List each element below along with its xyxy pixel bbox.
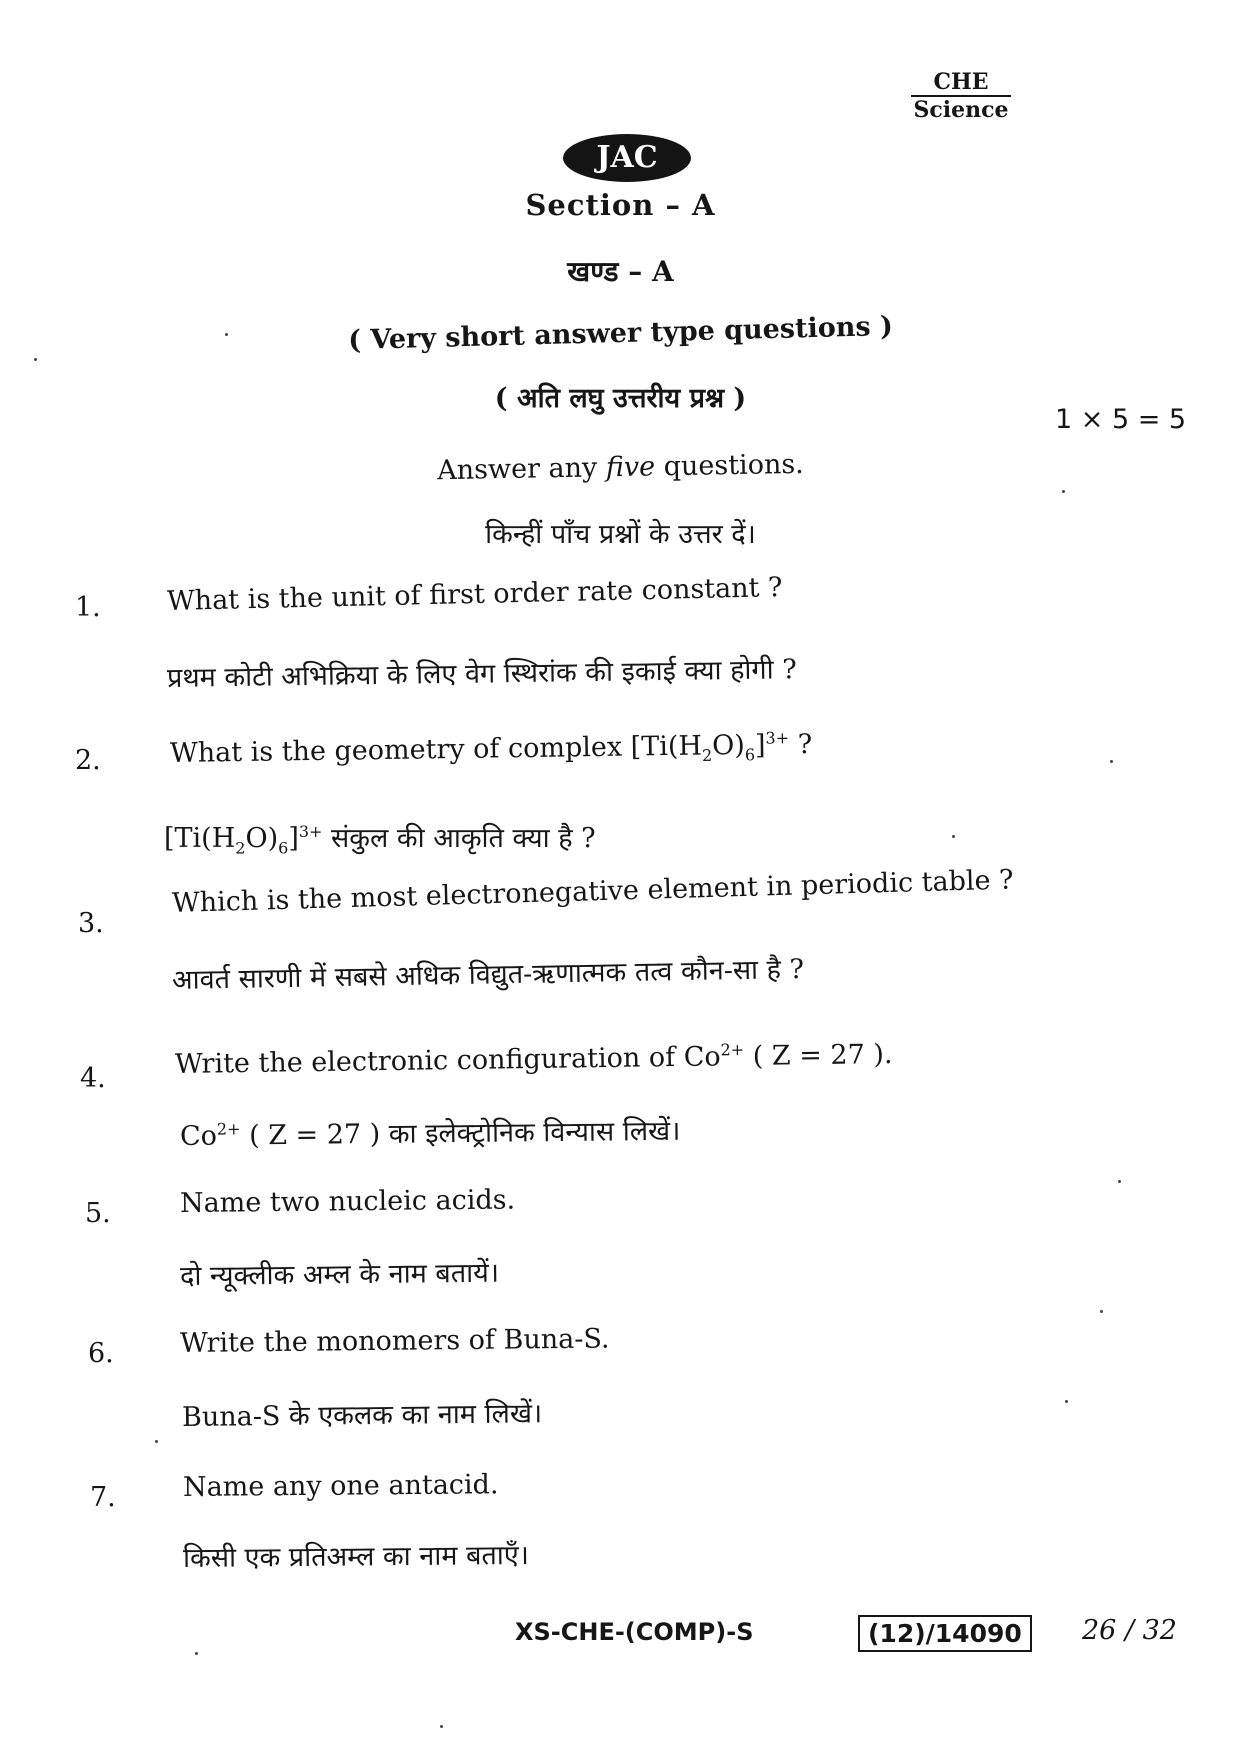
scan-speck	[440, 1725, 443, 1728]
subject-label	[911, 70, 1011, 122]
question-text-hi: आवर्त सारणी में सबसे अधिक विद्युत-ऋणात्मक तत्व कौन-सा है ?	[171, 953, 805, 996]
scan-speck	[225, 333, 228, 336]
scan-speck	[34, 358, 37, 361]
paper-code: XS-CHE-(COMP)-S	[515, 1618, 754, 1646]
question-number: 4.	[80, 1063, 106, 1094]
scan-speck	[1118, 1180, 1121, 1183]
question-text-hi: Buna-S के एकलक का नाम लिखें।	[181, 1398, 543, 1433]
question-text-en: What is the unit of first order rate constant ?	[166, 572, 783, 617]
question-number: 2.	[75, 745, 101, 776]
page-number: 26 / 32	[1082, 1615, 1177, 1646]
question-number: 7.	[90, 1482, 116, 1513]
section-title-hi: खण्ड – A	[567, 255, 674, 288]
scan-speck	[1065, 1400, 1068, 1403]
section-title-en: Section – A	[525, 188, 716, 222]
question-text-en: What is the geometry of complex $[Ti(H_2O)_6]^{3+}$ ?	[169, 728, 813, 769]
question-text-en: Which is the most electronegative element in periodic table ?	[171, 864, 1014, 919]
question-type-hi: ( अति लघु उत्तरीय प्रश्न )	[494, 383, 747, 414]
scan-speck	[1110, 760, 1113, 763]
subject-name: Science	[913, 97, 1009, 123]
question-number: 1.	[75, 592, 101, 623]
marks-allocation: 1 × 5 = 5	[1055, 404, 1187, 435]
question-number: 3.	[78, 908, 104, 939]
question-text-hi: $[Ti(H_2O)_6]^{3+}$ संकुल की आकृति क्या है ?	[164, 822, 596, 858]
scan-speck	[1100, 1310, 1103, 1313]
question-number: 5.	[85, 1198, 111, 1229]
question-text-en: Name two nucleic acids.	[179, 1184, 516, 1219]
question-text-en: Write the monomers of Buna-S.	[179, 1323, 610, 1359]
instruction-hi: किन्हीं पाँच प्रश्नों के उत्तर दें।	[485, 519, 756, 550]
question-text-en: Name any one antacid.	[182, 1469, 499, 1503]
question-number: 6.	[88, 1338, 114, 1369]
scan-speck	[1062, 490, 1065, 493]
jac-logo: JAC	[563, 134, 691, 182]
scan-speck	[952, 835, 955, 838]
scan-speck	[195, 1652, 198, 1655]
question-text-hi: किसी एक प्रतिअम्ल का नाम बताएँ।	[182, 1539, 530, 1574]
question-text-en: Write the electronic configuration of $Co^{2+}$ ( Z = 27 ).	[174, 1038, 893, 1080]
scan-speck	[155, 1440, 158, 1443]
question-text-hi: प्रथम कोटी अभिक्रिया के लिए वेग स्थिरांक की इकाई क्या होगी ?	[166, 654, 797, 694]
question-text-hi: $Co^{2+}$ ( Z = 27 ) का इलेक्ट्रोनिक विन्यास लिखें।	[179, 1115, 681, 1152]
instruction-en: Answer any five questions.	[436, 448, 805, 487]
question-text-hi: दो न्यूक्लीक अम्ल के नाम बतायें।	[179, 1257, 500, 1292]
subject-code: CHE	[911, 70, 1011, 97]
question-type-en: ( Very short answer type questions )	[347, 310, 894, 357]
serial-number: (12)/14090	[858, 1615, 1032, 1652]
instruction-emphasis: five	[605, 451, 656, 484]
